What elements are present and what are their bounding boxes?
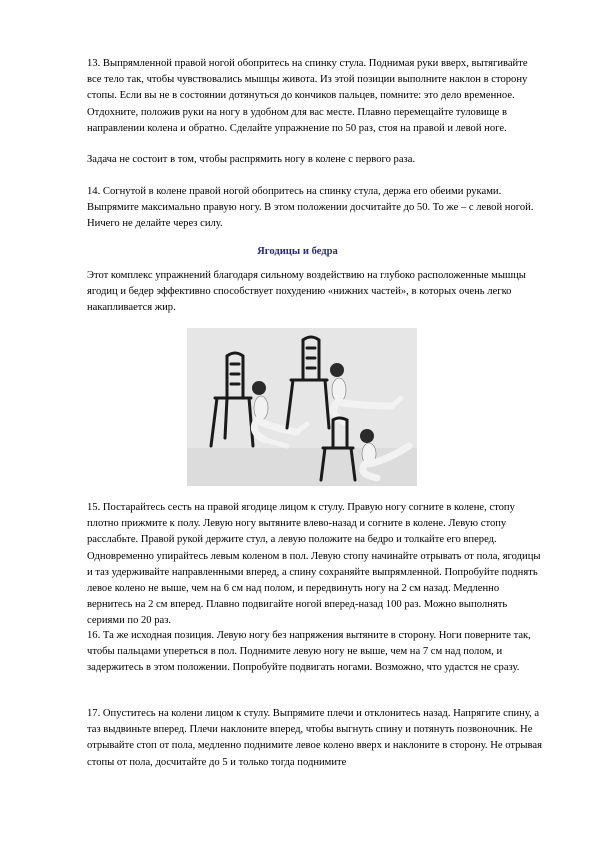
section-heading: Ягодицы и бедра — [257, 246, 338, 257]
note-paragraph: Задача не состоит в том, чтобы распрямить ногу в колене с первого раза. — [87, 154, 416, 165]
exercise-17-paragraph: 17. Опуститесь на колени лицом к стулу. Выпрямите плечи и отклонитесь назад. Напрягите спину, а таз выдвиньте вперед. Плечи наклоните вперед, чтобы выгнуть спину и потянуть позвоночник. Не отрывайте стоп от пола, медленно поднимите левое колено вверх и наклоните в сторону. Не отрывая стопы от пола, досчитайте до 5 и только тогда поднимите — [87, 708, 542, 768]
exercise-13-paragraph: 13. Выпрямленной правой ногой обопритесь на спинку стула. Поднимая руки вверх, вытягивайте все тело так, чтобы чувствовались мышцы живота. Из этой позиции выполните наклон в сторону стопы. Если вы не в состоянии дотянуться до кончиков пальцев, помните: это дело временное. Отдохните, положив руки на ногу в удобном для вас месте. Плавно перемещайте туловище в направлении колена и обратно. Сделайте упражнение по 50 раз, стоя на правой и левой ноге. — [87, 58, 528, 134]
exercise-15-paragraph: 15. Постарайтесь сесть на правой ягодице лицом к стулу. Правую ногу согните в колене, стопу плотно прижмите к полу. Левую ногу вытяните влево-назад и согните в колене. Левую стопу расслабьте. Правой рукой держите стул, а левую положите на бедро и толкайте его вперед. Одновременно упирайтесь левым коленом в пол. Левую стопу начинайте отрывать от пола, ягодицы и таз удерживайте направленными вперед, а спину сохраняйте выпрямленной. Попробуйте поднять левое колено не выше, чем на 6 см над полом, и передвинуть ногу на 2 см назад. Медленно вернитесь на 2 см вперед. Плавно подвигайте ногой вперед-назад 100 раз. Можно выполнять сериями по 20 раз. — [87, 502, 541, 627]
exercise-16-paragraph: 16. Та же исходная позиция. Левую ногу без напряжения вытяните в сторону. Ноги поверните так, чтобы пальцами упереться в пол. Поднимите левую ногу не выше, чем на 7 см над полом, и задержитесь в этом положении. Попробуйте подвигать ногами. Возможно, что удастся не сразу. — [87, 630, 531, 674]
exercise-14-paragraph: 14. Согнутой в колене правой ногой обопритесь на спинку стула, держа его обеими руками. Выпрямите максимально правую ногу. В этом положении досчитайте до 50. То же – с левой ногой. Ничего не делайте через силу. — [87, 186, 534, 230]
exercise-illustration — [187, 328, 417, 486]
intro-paragraph: Этот комплекс упражнений благодаря сильному воздействию на глубоко расположенные мышцы ягодиц и бедер эффективно способствует похудению «нижних частей», в которых очень легко накапливается жир. — [87, 270, 526, 314]
